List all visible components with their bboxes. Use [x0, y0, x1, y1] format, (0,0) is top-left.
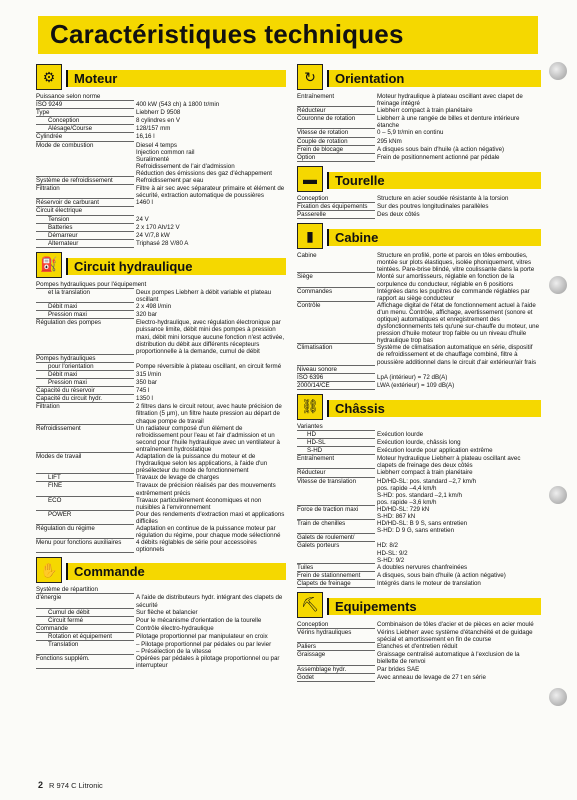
spec-label: Régulation du régime — [36, 525, 134, 539]
section-heading: Circuit hydraulique — [74, 258, 193, 274]
spec-label: Refroidissement — [36, 425, 134, 453]
spec-value: Vérins Liebherr avec système d'étanchéité et de guidage spécial et amortissement en fin de course — [377, 629, 533, 644]
section-heading: Commande — [74, 564, 145, 580]
section-heading: Equipements — [335, 598, 417, 614]
spec-row — [297, 643, 541, 651]
spec-label: Puissance selon norme — [36, 93, 134, 101]
spec-label: Rotation et équipement — [36, 633, 134, 641]
spec-label: Siège — [297, 273, 375, 287]
spec-row — [36, 655, 286, 669]
spec-value: Liebherr compact à train planétaire — [377, 107, 473, 115]
spec-label: Couronne de rotation — [297, 115, 375, 129]
spec-value: Exécution lourde — [377, 431, 424, 438]
spec-label: Couple de rotation — [297, 138, 375, 146]
spec-value: Exécution lourde pour application extrême — [377, 447, 493, 455]
spec-label: Tension — [36, 216, 134, 224]
spec-value: Combinaison de tôles d'acier et de pièces en acier moulé — [377, 620, 534, 628]
engine-icon: ⚙ — [36, 64, 62, 90]
spec-value: Structure en profilé, porte et parois en tôles embouties, montée sur plots élastiques, isolée phoniquement, vitres teintées. Pare-brise blindé, vitre coulissante dans la porte — [377, 252, 535, 274]
spec-value: 1350 l — [136, 395, 153, 403]
spec-label: POWER — [36, 511, 134, 525]
slewing-icon: ↻ — [297, 64, 323, 90]
spec-row — [36, 177, 286, 185]
spec-row — [36, 395, 286, 403]
spec-row — [297, 666, 541, 674]
spec-label: Climatisation — [297, 344, 375, 365]
spec-row — [36, 609, 286, 617]
spec-label: Passerelle — [297, 211, 375, 219]
spec-row — [297, 439, 541, 447]
spec-value: 8 cylindres en V — [136, 117, 181, 125]
binder-hole — [549, 62, 567, 80]
spec-label: Débit maxi — [36, 371, 134, 379]
spec-value: Triphasé 28 V/80 A — [136, 239, 189, 247]
spec-row — [36, 371, 286, 379]
spec-value: LWA (extérieur) = 109 dB(A) — [377, 381, 455, 389]
spec-row — [36, 289, 286, 303]
spec-label: Pression maxi — [36, 379, 134, 387]
spec-row — [36, 594, 286, 608]
page-number: 2 — [38, 780, 44, 790]
spec-value: Travaux de levage de charges — [136, 474, 220, 482]
spec-value: Système de climatisation automatique en série, dispositif de refroidissement et de chauffage combiné, filtre à poussière additionnel dans le circuit d'air extérieur/air frais — [377, 344, 537, 366]
spec-label: pour l'orientation — [36, 363, 134, 371]
spec-row — [36, 232, 286, 240]
section-equipements — [297, 592, 541, 682]
spec-label: Vitesse de translation — [297, 478, 375, 506]
spec-value: Liebherr compact à train planétaire — [377, 469, 473, 477]
spec-value: Adaptation de la puissance du moteur et de l'hydraulique selon les applications, à l'aide d'un présélecteur du mode de fonctionnement — [136, 453, 268, 475]
spec-label: HD-SL — [297, 439, 375, 447]
spec-label: ECO — [36, 497, 134, 511]
spec-value: Sur flèche et balancier — [136, 608, 198, 616]
spec-row — [36, 525, 286, 539]
spec-label: Tuiles — [297, 564, 375, 572]
spec-label: Réservoir de carburant — [36, 199, 134, 207]
spec-label: Paliers — [297, 643, 375, 651]
spec-row — [36, 303, 286, 311]
spec-value: Moteur hydraulique à plateau oscillant avec clapet de freinage intégré — [377, 93, 523, 108]
spec-row — [297, 154, 541, 162]
spec-row — [36, 625, 286, 633]
spec-value: 400 kW (543 ch) à 1800 tr/min — [136, 101, 220, 109]
spec-label: Fixation des équipements — [297, 203, 375, 211]
spec-value: Avec anneau de levage de 27 t en série — [377, 673, 486, 681]
spec-row — [36, 617, 286, 625]
spec-row — [297, 115, 541, 129]
model-name: R 974 C Litronic — [49, 781, 103, 790]
spec-label: Cabine — [297, 252, 375, 273]
spec-row — [297, 288, 541, 302]
spec-row — [297, 506, 541, 520]
cab-icon: ▮ — [297, 223, 323, 249]
spec-label: Frein de stationnement — [297, 572, 375, 580]
attachment-icon: ⛏ — [297, 592, 323, 618]
spec-row — [36, 539, 286, 553]
spec-value: A disques sous bain d'huile (à action négative) — [377, 145, 505, 153]
spec-row — [297, 423, 541, 431]
spec-label: Filtration — [36, 403, 134, 424]
spec-value: Pour le mécanisme d'orientation de la tourelle — [136, 616, 262, 624]
spec-value: Intégrés dans le moteur de translation — [377, 579, 481, 587]
spec-label: Galets de roulement/ — [297, 534, 375, 542]
spec-row — [36, 311, 286, 319]
spec-label: Commande — [36, 625, 134, 633]
spec-label: et la translation — [36, 289, 134, 303]
spec-value: Opérées par pédales à pilotage proportionnel ou par interrupteur — [136, 655, 280, 670]
spec-value: Travaux de précision réalisés par des mouvements extrêmement précis — [136, 482, 276, 497]
spec-value: 24 V/7,8 kW — [136, 231, 170, 239]
spec-value: Graissage centralisé automatique à l'exclusion de la biellette de renvoi — [377, 651, 520, 666]
spec-row — [36, 319, 286, 354]
spec-row — [297, 629, 541, 643]
spec-label: Fonctions supplém. — [36, 655, 134, 669]
section-moteur — [36, 64, 286, 248]
spec-label: Entraînement — [297, 455, 375, 469]
spec-label: Conception — [36, 117, 134, 125]
spec-value: HD/HD-SL: B 9 S, sans entretien S-HD: D 9 G, sans entretien — [377, 520, 468, 535]
spec-row — [36, 497, 286, 511]
spec-value: Sur des poutres longitudinales parallèles — [377, 202, 489, 210]
spec-row — [36, 240, 286, 248]
spec-row — [297, 580, 541, 588]
spec-value: 128/157 mm — [136, 125, 171, 133]
spec-value: Travaux particulièrement économiques et non nuisibles à l'environnement — [136, 496, 262, 511]
section-hydraulique — [36, 252, 286, 553]
spec-row — [36, 125, 286, 133]
spec-label: Vitesse de rotation — [297, 129, 375, 137]
section-heading: Châssis — [335, 400, 385, 416]
spec-row — [36, 363, 286, 371]
spec-label: FINE — [36, 482, 134, 496]
spec-value: Liebherr à une rangée de billes et denture intérieure étanche — [377, 115, 520, 130]
spec-value: Structure en acier soudée résistante à la torsion — [377, 194, 509, 202]
spec-value: – Pilotage proportionnel par pédales ou par levier – Présélection de la vitesse — [136, 641, 272, 656]
spec-value: HD/HD-SL: 729 kN S-HD: 867 kN — [377, 505, 430, 521]
spec-row — [297, 651, 541, 665]
spec-value: 2 x 170 Ah/12 V — [136, 223, 180, 231]
spec-row — [36, 641, 286, 655]
binder-hole — [549, 276, 567, 294]
spec-row — [297, 572, 541, 580]
spec-value: Pompe réversible à plateau oscillant, en circuit fermé — [136, 362, 282, 370]
spec-value — [136, 586, 286, 594]
spec-label: Clapets de freinage — [297, 580, 375, 588]
spec-value: Liebherr D 9508 — [136, 109, 181, 117]
spec-row — [297, 203, 541, 211]
spec-row — [36, 355, 286, 363]
spec-row — [297, 469, 541, 477]
hydraulic-tank-icon: ⛽ — [36, 252, 62, 278]
spec-label: Cumul de débit — [36, 609, 134, 617]
binder-hole — [549, 486, 567, 504]
spec-value: HD/HD-SL: pos. standard –2,7 km/h pos. rapide –4,4 km/h S-HD: pos. standard –2,1 km/h pos. rapide –3,6 km/h — [377, 477, 477, 506]
spec-label: ISO 6396 — [297, 374, 375, 382]
spec-label: Assemblage hydr. — [297, 666, 375, 674]
spec-value: Des deux côtés — [377, 211, 420, 219]
joystick-icon: ✋ — [36, 557, 62, 583]
spec-row — [36, 281, 286, 289]
spec-value: 2 x 498 l/min — [136, 303, 172, 311]
spec-row — [36, 93, 286, 101]
spec-value: Adaptation en continue de la puissance moteur par régulation du régime, pour chaque mode sélectionné — [136, 524, 281, 540]
section-heading: Tourelle — [335, 172, 385, 188]
spec-value — [136, 281, 286, 289]
spec-value: Un radiateur composé d'un élément de refroidissement pour l'eau et l'air d'admission et un second pour l'huile hydraulique avec un ventilateur à entraînement hydrostatique — [136, 424, 280, 453]
spec-value: A doubles nervures chanfreinées — [377, 563, 468, 571]
spec-row — [36, 453, 286, 474]
spec-label: Système de refroidissement — [36, 177, 134, 185]
spec-value: 315 l/min — [136, 371, 162, 378]
spec-row — [36, 133, 286, 141]
spec-label: Capacité du circuit hydr. — [36, 395, 134, 403]
spec-label: Réducteur — [297, 107, 375, 115]
spec-label: Mode de combustion — [36, 142, 134, 177]
section-cabine — [297, 223, 541, 390]
right-column — [297, 64, 541, 686]
spec-row — [297, 382, 541, 390]
spec-value: Affichage digital de l'état de fonctionnement actuel à l'aide d'un menu. Contrôle, affichage, avertissement (sonore et optique) automatiques et enregistrement des dysfonctionnements tels qu'une sur-chauffe du moteur, une pression d'huile moteur trop faible ou un niveau d'huile hydraulique trop bas — [377, 301, 540, 345]
left-column — [36, 64, 286, 673]
spec-value: Diesel 4 temps Injection common rail Suralimenté Refroidissement de l'air d'admission Réduction des émissions des gaz d'échappement — [136, 141, 273, 177]
spec-label: Modes de travail — [36, 453, 134, 474]
spec-value: 320 bar — [136, 311, 157, 319]
spec-value: 24 V — [136, 215, 149, 223]
spec-row — [36, 101, 286, 109]
section-commande — [36, 557, 286, 669]
spec-value — [377, 423, 541, 431]
spec-row — [36, 207, 286, 215]
spec-value: Refroidissement par eau — [136, 177, 204, 185]
spec-value: LpA (intérieur) = 72 dB(A) — [377, 373, 448, 381]
spec-label: Pompes hydrauliques pour l'équipement — [36, 280, 147, 288]
spec-value: Frein de positionnement actionné par pédale — [377, 153, 500, 161]
spec-label: Variantes — [297, 423, 375, 431]
spec-row — [36, 216, 286, 224]
spec-value: HD: 8/2 HD-SL: 9/2 S-HD: 9/2 — [377, 542, 408, 564]
spec-row — [297, 520, 541, 534]
spec-row — [36, 379, 286, 387]
spec-value: 0 – 5,9 tr/min en continu — [377, 129, 444, 137]
spec-row — [297, 447, 541, 455]
spec-value: Electro-hydraulique, avec régulation électronique par puissance limite, débit mini des pompes à pression maxi, débit mini lorsque aucune fonction n'est activée, distribution du débit aux différents récepteurs proportionnelle à la demande, cumul de débit — [136, 319, 285, 355]
uppercarriage-icon: ▬ — [297, 166, 323, 192]
spec-row — [297, 455, 541, 469]
spec-label: Démarreur — [36, 232, 134, 240]
spec-label: Régulation des pompes — [36, 319, 134, 354]
spec-label: Réducteur — [297, 469, 375, 477]
spec-label: HD — [297, 431, 375, 439]
spec-value: Pour des rendements d'extraction maxi et applications difficiles — [136, 510, 285, 525]
spec-value — [377, 366, 541, 374]
spec-label: Niveau sonore — [297, 366, 375, 374]
spec-label: Type — [36, 109, 134, 117]
spec-label: Débit maxi — [36, 303, 134, 311]
spec-label: Contrôle — [297, 302, 375, 345]
spec-row — [297, 211, 541, 219]
spec-row — [297, 621, 541, 629]
spec-row — [36, 474, 286, 482]
spec-value: 295 kNm — [377, 137, 402, 145]
spec-row — [36, 142, 286, 177]
spec-label: Conception — [297, 621, 375, 629]
title-bar — [38, 16, 538, 54]
spec-row — [297, 564, 541, 572]
spec-value: Pilotage proportionnel par manipulateur en croix — [136, 632, 268, 640]
spec-row — [36, 482, 286, 496]
spec-label: Menu pour fonctions auxiliaires — [36, 539, 134, 553]
section-chassis — [297, 394, 541, 588]
spec-label: LIFT — [36, 474, 134, 482]
spec-row — [36, 109, 286, 117]
spec-label: Galets porteurs — [297, 542, 375, 563]
spec-row — [36, 403, 286, 424]
spec-value: 2 filtres dans le circuit retour, avec haute précision de filtration (5 µm), un filtre haute pression au départ de chaque pompe de travail — [136, 403, 282, 425]
page-footer — [38, 780, 103, 790]
spec-label: Filtration — [36, 185, 134, 199]
spec-row — [297, 374, 541, 382]
section-orientation — [297, 64, 541, 162]
spec-value: 350 bar — [136, 379, 157, 387]
section-heading: Orientation — [335, 71, 405, 86]
spec-label: Train de chenilles — [297, 520, 375, 534]
spec-row — [297, 129, 541, 137]
spec-value: A l'aide de distributeurs hydr. intégrant des clapets de sécurité — [136, 594, 283, 609]
spec-label: Pompes hydrauliques — [36, 355, 134, 363]
spec-row — [297, 273, 541, 287]
spec-row — [297, 431, 541, 439]
spec-row — [297, 146, 541, 154]
spec-row — [36, 586, 286, 594]
spec-value: A disques, sous bain d'huile (à action négative) — [377, 571, 506, 579]
spec-row — [36, 633, 286, 641]
spec-value — [377, 534, 541, 542]
spec-value: Moteur hydraulique Liebherr à plateau oscillant avec clapets de freinage des deux côtés — [377, 455, 521, 470]
spec-row — [36, 185, 286, 199]
spec-value: 1460 l — [136, 199, 153, 207]
spec-row — [297, 138, 541, 146]
spec-row — [36, 425, 286, 453]
spec-label: Force de traction maxi — [297, 506, 375, 520]
section-heading: Cabine — [335, 230, 379, 246]
spec-label: Vérins hydrauliques — [297, 629, 375, 643]
spec-label: 2000/14/CE — [297, 382, 375, 390]
spec-row — [297, 344, 541, 365]
spec-value: 16,16 l — [136, 133, 155, 141]
spec-row — [36, 199, 286, 207]
spec-label: Circuit fermé — [36, 617, 134, 625]
spec-value — [136, 355, 286, 363]
section-tourelle — [297, 166, 541, 219]
binder-hole — [549, 688, 567, 706]
spec-label: Godet — [297, 674, 375, 682]
spec-value: 4 débits réglables de série pour accessoires optionnels — [136, 539, 257, 554]
spec-label: Translation — [36, 641, 134, 655]
spec-row — [297, 674, 541, 682]
spec-row — [297, 542, 541, 563]
spec-label: Graissage — [297, 651, 375, 665]
spec-label: Pression maxi — [36, 311, 134, 319]
spec-value: Intégrées dans les pupitres de commande réglables par rapport au siège conducteur — [377, 287, 530, 302]
spec-value: Contrôle électro-hydraulique — [136, 624, 214, 632]
spec-row — [297, 252, 541, 273]
spec-row — [297, 93, 541, 107]
spec-label: Capacité du réservoir — [36, 387, 134, 395]
spec-label: Batteries — [36, 224, 134, 232]
spec-value: Etanches et d'entretien réduit — [377, 643, 458, 651]
spec-label: Système de répartition — [36, 586, 134, 594]
spec-row — [297, 534, 541, 542]
spec-row — [297, 195, 541, 203]
undercarriage-icon: ⛓ — [297, 394, 323, 420]
spec-row — [36, 511, 286, 525]
spec-value: Exécution lourde, châssis long — [377, 439, 461, 447]
spec-row — [297, 478, 541, 506]
spec-value: Deux pompes Liebherr à débit variable et plateau oscillant — [136, 288, 272, 304]
spec-row — [36, 117, 286, 125]
spec-label: Option — [297, 154, 375, 162]
spec-label: Alésage/Course — [36, 125, 134, 133]
spec-label: ISO 9249 — [36, 101, 134, 109]
spec-label: Commandes — [297, 288, 375, 302]
spec-label: Conception — [297, 195, 375, 203]
spec-label: Entraînement — [297, 93, 375, 107]
spec-label: d'énergie — [36, 594, 134, 608]
spec-value — [136, 207, 286, 215]
spec-label: Cylindrée — [36, 133, 134, 141]
spec-value: Filtre à air sec avec séparateur primaire et élément de sécurité, extraction automatique de poussières — [136, 185, 285, 200]
spec-row — [297, 366, 541, 374]
spec-label: Circuit électrique — [36, 207, 134, 215]
page-title: Caractéristiques techniques — [50, 19, 404, 49]
spec-value: 745 l — [136, 387, 150, 395]
spec-row — [297, 302, 541, 345]
spec-row — [36, 224, 286, 232]
spec-row — [297, 107, 541, 115]
spec-row — [36, 387, 286, 395]
spec-label: Frein de blocage — [297, 146, 375, 154]
section-heading: Moteur — [74, 71, 118, 86]
spec-value — [136, 93, 286, 101]
spec-label: Alternateur — [36, 240, 134, 248]
spec-value: Monté sur amortisseurs, réglable en fonction de la corpulence du conducteur, réglable en 6 positions — [377, 273, 515, 288]
spec-value: Par brides SAE — [377, 665, 420, 673]
spec-label: S-HD — [297, 447, 375, 455]
